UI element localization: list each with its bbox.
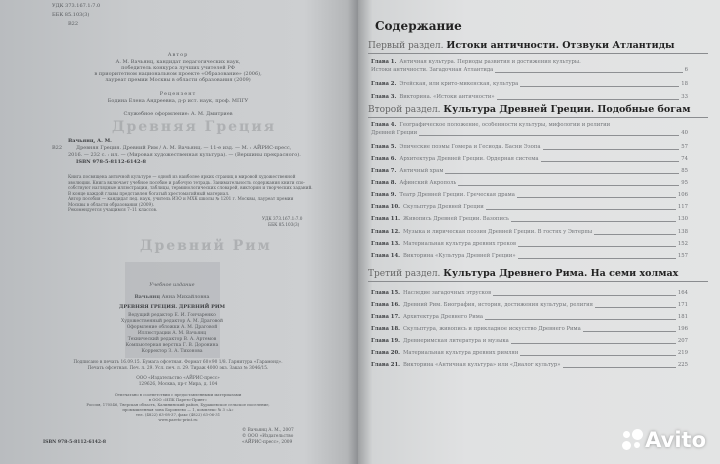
leader-line	[520, 349, 675, 356]
catalog-line: 2016. — 232 с. : ил. — (Мировая художественная культура). — (Вершины прекрасного).	[68, 152, 301, 158]
chapter-title: Викторина «Античная культура» или «Диалог культур»	[403, 362, 561, 368]
chapter-number: Глава 13.	[371, 241, 400, 247]
chapter-title-continued: Истоки античности. Загадочная Атлантида	[371, 67, 494, 73]
chapter-number: Глава 2.	[371, 81, 397, 87]
printer	[86, 392, 269, 422]
chapter-number: Глава 3.	[371, 94, 397, 100]
annotation-line: Москвы в области образования (2009).	[68, 201, 155, 207]
page-number: 130	[677, 216, 688, 222]
chapter-title: Архитектура Древней Греции. Ордерная система	[399, 156, 539, 162]
leader-line	[458, 179, 679, 186]
chapter-title: Наследие загадочных этрусков	[403, 290, 492, 296]
chapter-number: Глава 17.	[371, 314, 400, 320]
leader-line	[486, 203, 676, 210]
print-line: Подписано в печать 16.09.15. Бумага офсетная. Формат 60×90 1/8. Гарнитура «Гарамонд».	[73, 360, 283, 365]
chapter-number: Глава 21.	[371, 362, 400, 368]
printer-line: Россия, 170546, Тверская область, Калининский район, Бурашевское сельское поселение,	[86, 402, 270, 407]
page-number: 95	[681, 180, 688, 186]
section-title: Истоки античности. Отзвуки Атлантиды	[446, 40, 675, 51]
imprint-name: Анна Михайловна	[161, 294, 210, 300]
leader-line	[563, 361, 676, 368]
page-number: 85	[681, 168, 688, 174]
toc-entry[interactable]	[358, 93, 688, 102]
page-number: 207	[677, 338, 688, 344]
leader-line	[485, 313, 676, 320]
reviewer: Бодина Елена Андреевна, д-р ист. наук, проф. МПГУ	[107, 98, 249, 104]
section-label: Третий раздел.	[368, 269, 441, 279]
page-number: 152	[677, 241, 688, 247]
leader-line	[518, 240, 676, 247]
credit-line: Иллюстрации А. М. Вачьянц	[137, 331, 207, 336]
chapter-title: Материальная культура древних греков	[403, 241, 516, 247]
copyright-line: © Вачьянц А. М., 2007	[242, 428, 294, 433]
credit-line: Ведущий редактор Е. И. Гончаренко	[128, 313, 216, 318]
chapter-number: Глава 12.	[371, 229, 400, 235]
chapter-title: Викторина «Культура Древней Греции»	[403, 253, 516, 259]
leader-line	[595, 301, 676, 308]
chapter-number: Глава 15.	[371, 290, 400, 296]
printer-line: www.pareto-print.ru	[158, 417, 198, 422]
bbk: ББК 85.103(3)	[52, 12, 90, 18]
annotation-line: эволюции. Книга включает учебное пособие и рабочую тетрадь. Занимательность содержания книги спо-	[68, 179, 305, 185]
page-number: 219	[677, 350, 688, 356]
section-label: Второй раздел.	[368, 105, 441, 115]
chapter-number: Глава 6.	[371, 156, 397, 162]
credits	[121, 313, 223, 355]
chapter-number: Глава 8.	[371, 180, 397, 186]
leader-line	[543, 143, 680, 150]
bbk-right: ББК 85.103(3)	[268, 222, 300, 227]
leader-line	[517, 191, 676, 198]
udk-right: УДК 373.167.1:7.0	[262, 216, 303, 221]
toc-entry[interactable]	[358, 252, 688, 261]
annotation-line: Рекомендуется учащимся 7–11 классов.	[68, 207, 158, 212]
author-label: Автор	[167, 52, 189, 58]
catalog-code: В22	[52, 145, 63, 151]
author-line: лауреат премии Москвы в области образования (2009)	[105, 77, 251, 83]
chapter-number: Глава 10.	[371, 204, 400, 210]
leader-line	[511, 337, 676, 344]
author-line: в приоритетном национальном проекте «Образование» (2006),	[94, 71, 262, 77]
toc-entry[interactable]	[358, 240, 688, 249]
toc-entry[interactable]	[358, 349, 688, 358]
toc-entry[interactable]	[358, 313, 688, 322]
toc-entry[interactable]	[358, 301, 688, 310]
page-number: 225	[677, 362, 688, 368]
toc-entry[interactable]	[358, 179, 688, 188]
leader-line	[583, 325, 676, 332]
leader-line	[541, 155, 680, 162]
chapter-number: Глава 19.	[371, 338, 400, 344]
printer-line: тел. (4822) 63-08-37, факс (4822) 63-06-31	[135, 412, 221, 417]
annotation	[68, 174, 313, 213]
page-number: 157	[677, 253, 688, 259]
chapter-title: Материальная культура древних римлян	[403, 350, 519, 356]
right-page-contents	[358, 0, 720, 464]
ghost-title-line-2: Древний Рим	[140, 238, 272, 254]
page-number: 164	[677, 290, 688, 296]
author-line: А. М. Вачьянц, кандидат педагогических наук,	[115, 59, 241, 65]
credit-line: Корректор З. А. Тихонова	[141, 349, 203, 354]
chapter-title: Древний Рим. Биография, история, достижения культуры, религия	[403, 302, 593, 308]
cover-design: Служебное оформление: А. М. Дмитриев	[123, 111, 233, 117]
imprint-author	[134, 294, 209, 300]
annotation-line: Автор пособия — кандидат пед. наук, учитель ИЗО и МХК школы № 1201 г. Москвы, лауреат премии	[68, 196, 294, 201]
chapter-number: Глава 16.	[371, 302, 400, 308]
leader-line	[495, 66, 682, 73]
page-number: 40	[681, 130, 688, 136]
publisher	[136, 376, 220, 388]
isbn-bottom: ISBN 978-5-8112-6142-8	[43, 440, 107, 445]
catalog-isbn: ISBN 978-5-8112-6142-8	[76, 159, 147, 165]
chapter-title: Географическое положение, особенности культуры, мифологии и религии	[399, 122, 611, 128]
section-title: Культура Древнего Рима. На семи холмах	[443, 268, 679, 279]
toc-entry[interactable]	[358, 59, 688, 75]
toc-entry[interactable]	[358, 325, 688, 334]
printer-line: Отпечатано в соответствии с предоставленными материалами	[114, 392, 242, 397]
toc-entry[interactable]	[358, 155, 688, 164]
page-number: 57	[681, 144, 688, 150]
page-number: 74	[681, 156, 688, 162]
credit-line: Технический редактор В. А. Артемов	[127, 337, 217, 342]
chapter-title: Архитектура Древнего Рима	[403, 314, 484, 320]
section-header	[368, 268, 708, 282]
toc-entry[interactable]	[358, 203, 688, 212]
page-number: 106	[677, 192, 688, 198]
section-header	[368, 40, 708, 54]
chapter-number: Глава 9.	[371, 192, 397, 198]
page-number: 117	[677, 204, 688, 210]
chapter-title: Скульптура, живопись и прикладное искусство Древнего Рима	[403, 326, 581, 332]
chapter-number: Глава 1.	[371, 59, 397, 65]
page-number: 6	[684, 67, 688, 73]
author-line: победитель конкурса лучших учителей РФ	[121, 65, 235, 71]
print-line: Печать офсетная. Печ. л. 29. Усл. печ. л. 29. Тираж 4000 экз. Заказ № 3046/15.	[87, 366, 269, 371]
page-number: 33	[681, 94, 688, 100]
page-number: 196	[677, 326, 688, 332]
toc-entry[interactable]	[358, 122, 688, 138]
chapter-title: Театр Древней Греции. Греческая драма	[399, 192, 515, 198]
printer-line: в ООО «ИПК Парето-Принт»	[148, 397, 208, 402]
section-header	[368, 104, 708, 118]
imprint-surname: Вачьянц	[134, 294, 161, 300]
leader-line	[493, 289, 676, 296]
chapter-title: Скульптура Древней Греции	[403, 204, 484, 210]
copyright-line: © ООО «Издательство	[242, 434, 294, 439]
leader-line	[419, 129, 679, 136]
copyright	[242, 428, 294, 446]
udk: УДК 373.167.1:7.0	[52, 3, 101, 9]
leader-line	[594, 228, 676, 235]
leader-line	[511, 215, 676, 222]
leader-line	[445, 167, 679, 174]
annotation-line: Книга посвящена античной культуре — одной из наиболее ярких страниц в мировой художественной	[68, 174, 296, 179]
catalog-author: Вачьянц, А. М.	[68, 138, 112, 144]
avito-logo-icon	[622, 430, 642, 450]
reviewer-label: Рецензент	[159, 91, 197, 97]
chapter-title: Античная культура. Периоды развития и достижения культуры.	[399, 59, 581, 65]
chapter-number: Глава 7.	[371, 168, 397, 174]
page-number: 138	[677, 229, 688, 235]
chapter-title: Эгейская, или крито-микенская, культура	[399, 81, 519, 87]
chapter-number: Глава 20.	[371, 350, 400, 356]
section-label: Первый раздел.	[368, 41, 444, 51]
toc-entry[interactable]	[358, 228, 688, 237]
leader-line	[518, 252, 676, 259]
chapter-number: Глава 4.	[371, 122, 397, 128]
leader-line	[497, 93, 680, 100]
toc-entry[interactable]	[358, 215, 688, 224]
toc-entry[interactable]	[358, 143, 688, 152]
credit-line: Компьютерная верстка Г. В. Доронина	[125, 343, 219, 348]
imprint-title: ДРЕВНЯЯ ГРЕЦИЯ. ДРЕВНИЙ РИМ	[118, 304, 226, 310]
annotation-line: собствуют наглядные иллюстрации, таблицы, терминологических словарей, викторин и творческих заданий.	[68, 185, 313, 190]
page-number: 181	[677, 314, 688, 320]
chapter-title: Музыка и лирическая поэзия Древней Греции. В гостях у Эвтерпы	[403, 229, 593, 235]
publisher-line: 129626, Москва, пр-т Мира, д. 104	[138, 382, 218, 387]
chapter-number: Глава 18.	[371, 326, 400, 332]
page-number: 171	[677, 302, 688, 308]
chapter-title-continued: Древней Греции	[371, 130, 418, 136]
annotation-line: В конце каждой главы представлен богатый хрестоматийный материал.	[68, 190, 230, 196]
chapter-title: Древнеримская литература и музыка	[403, 338, 509, 344]
edition-label: Учебное издание	[149, 282, 195, 288]
toc-entry[interactable]	[358, 289, 688, 298]
toc-entry[interactable]	[358, 191, 688, 200]
toc-entry[interactable]	[358, 167, 688, 176]
printer-line: промышленная зона Боровлево — 1, комплекс № 3 «А»	[122, 407, 234, 412]
chapter-title: Живопись Древней Греции. Вазопись	[403, 216, 509, 222]
contents-title: Содержание	[375, 19, 462, 33]
copyright-line: «АЙРИС-пресс», 2009	[242, 440, 293, 445]
ghost-title-line-1: Древняя Греция	[112, 119, 277, 135]
credit-line: Художественный редактор А. М. Драговой	[121, 319, 223, 324]
toc-entry[interactable]	[358, 361, 688, 370]
avito-wordmark: Avito	[645, 428, 706, 452]
print-info	[73, 360, 282, 372]
toc-entry[interactable]	[358, 80, 688, 89]
toc-entry[interactable]	[358, 337, 688, 346]
section-title: Культура Древней Греции. Подобные богам	[443, 104, 691, 115]
credit-line: Оформление обложки А. М. Драговой	[126, 325, 218, 330]
catalog-line: Древняя Греция. Древний Рим / А. М. Вачьянц. — 11-е изд. — М. : АЙРИС-пресс,	[76, 145, 292, 151]
chapter-title: Античный храм	[399, 168, 444, 174]
chapter-title: Эпические поэмы Гомера и Гесиода. Басни Эзопа	[399, 144, 541, 150]
chapter-title: Афинский Акрополь	[399, 180, 457, 186]
left-page-imprint	[0, 0, 358, 464]
chapter-number: Глава 11.	[371, 216, 400, 222]
chapter-number: Глава 5.	[371, 144, 397, 150]
chapter-number: Глава 14.	[371, 253, 400, 259]
chapter-title: Викторина. «Истоки античности»	[399, 94, 495, 100]
avito-watermark	[622, 428, 706, 452]
author-mark: В22	[68, 21, 79, 27]
page-number: 18	[681, 81, 688, 87]
leader-line	[520, 80, 679, 87]
publisher-line: ООО «Издательство «АЙРИС-пресс»	[136, 376, 220, 381]
